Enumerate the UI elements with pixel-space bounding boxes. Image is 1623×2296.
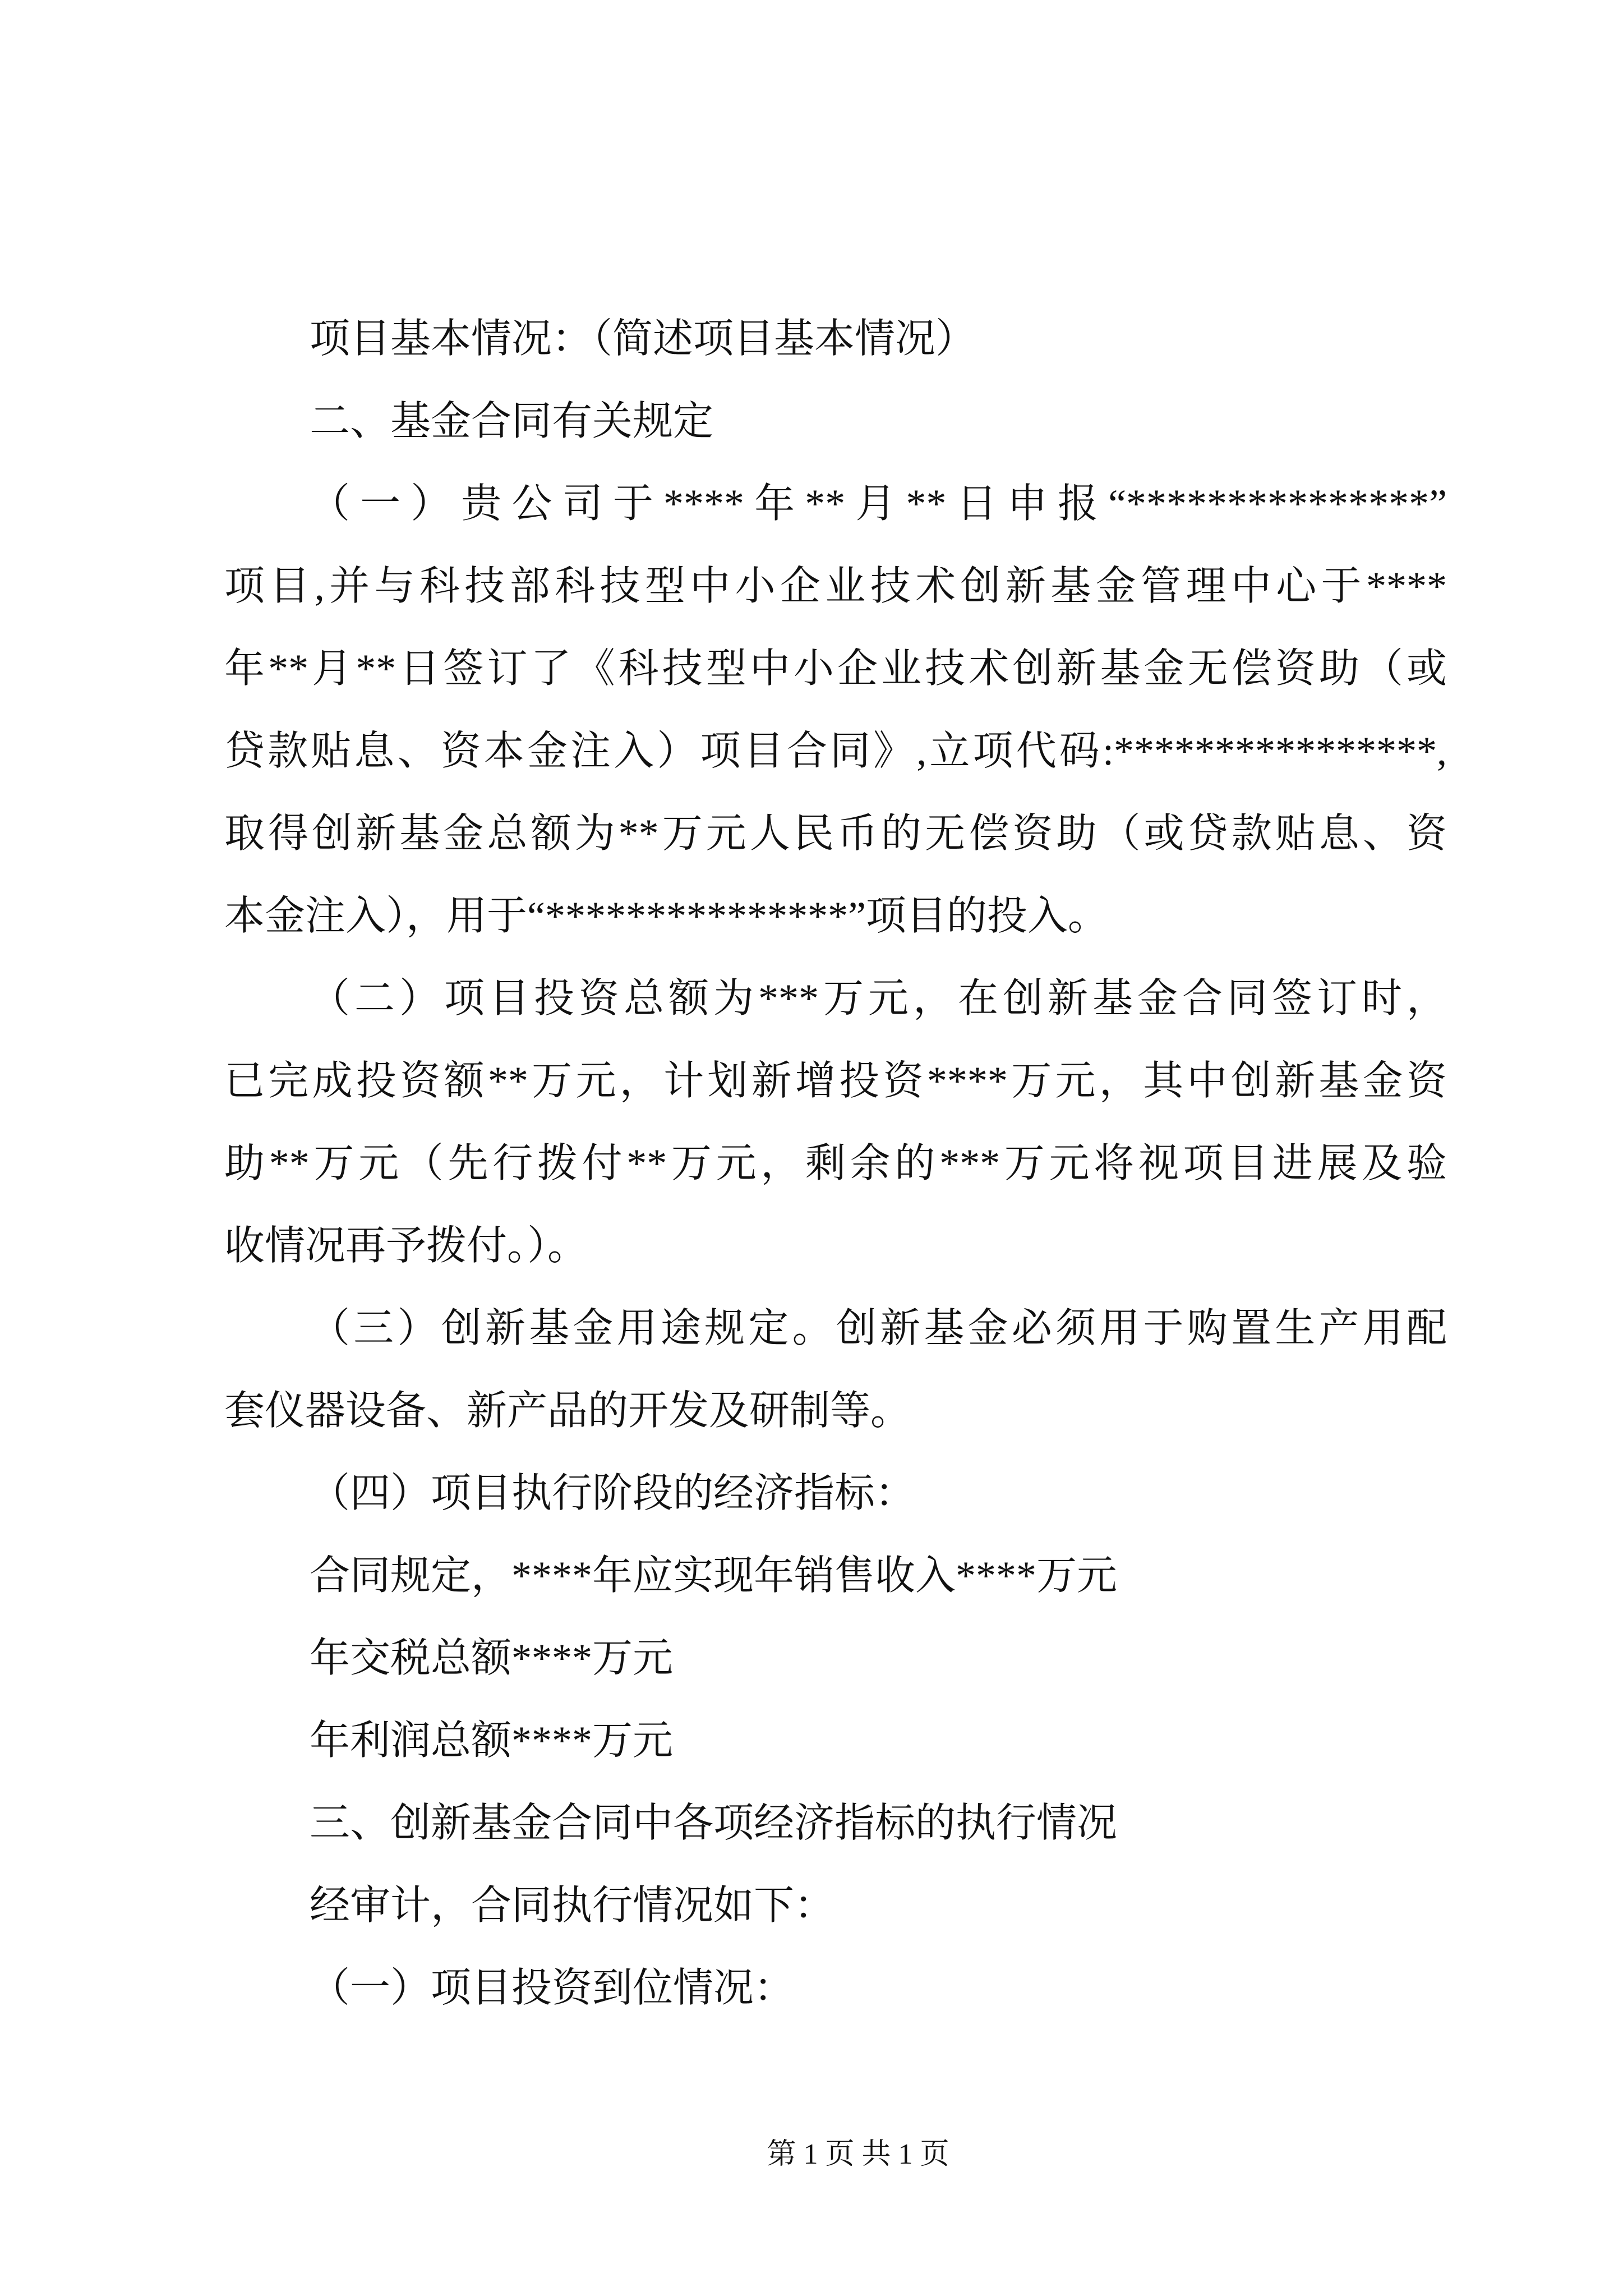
paragraph-line: 套仪器设备、新产品的开发及研制等。 <box>224 1388 911 1433</box>
section-heading-3: 三、创新基金合同中各项经济指标的执行情况 <box>310 1801 1118 1846</box>
paragraph-line: （一）贵公司于****年**月**日申报“***************” <box>310 481 1447 526</box>
project-basic-info-line: 项目基本情况：（简述项目基本情况） <box>310 316 976 361</box>
paragraph-line: 已完成投资额**万元，计划新增投资****万元，其中创新基金资 <box>224 1059 1447 1103</box>
page-number-footer: 第 1 页 共 1 页 <box>767 2138 949 2170</box>
audit-result-line: 经审计，合同执行情况如下： <box>310 1883 835 1928</box>
investment-status-heading: （一）项目投资到位情况： <box>310 1966 795 2010</box>
paragraph-line: 取得创新基金总额为**万元人民币的无偿资助（或贷款贴息、资 <box>224 811 1447 856</box>
paragraph-line: 项目,并与科技部科技型中小企业技术创新基金管理中心于**** <box>224 564 1447 609</box>
paragraph-line: 收情况再予拨付。）。 <box>224 1223 588 1268</box>
profit-total-line: 年利润总额****万元 <box>310 1718 674 1763</box>
paragraph-line: 本金注入），用于“***************”项目的投入。 <box>224 894 1108 938</box>
sales-revenue-line: 合同规定，****年应实现年销售收入****万元 <box>310 1553 1118 1598</box>
paragraph-line: 贷款贴息、资本金注入）项目合同》,立项代码:****************, <box>224 729 1447 774</box>
paragraph-line: （二）项目投资总额为***万元，在创新基金合同签订时， <box>310 976 1447 1021</box>
paragraph-line: （三）创新基金用途规定。创新基金必须用于购置生产用配 <box>310 1306 1447 1351</box>
tax-total-line: 年交税总额****万元 <box>310 1636 674 1681</box>
paragraph-line: 年**月**日签订了《科技型中小企业技术创新基金无偿资助（或 <box>224 646 1447 691</box>
paragraph-line: 助**万元（先行拨付**万元，剩余的***万元将视项目进展及验 <box>224 1141 1447 1186</box>
document-body <box>224 298 1447 2030</box>
section-heading-2: 二、基金合同有关规定 <box>310 399 714 444</box>
economic-indicators-heading: （四）项目执行阶段的经济指标： <box>310 1471 916 1516</box>
